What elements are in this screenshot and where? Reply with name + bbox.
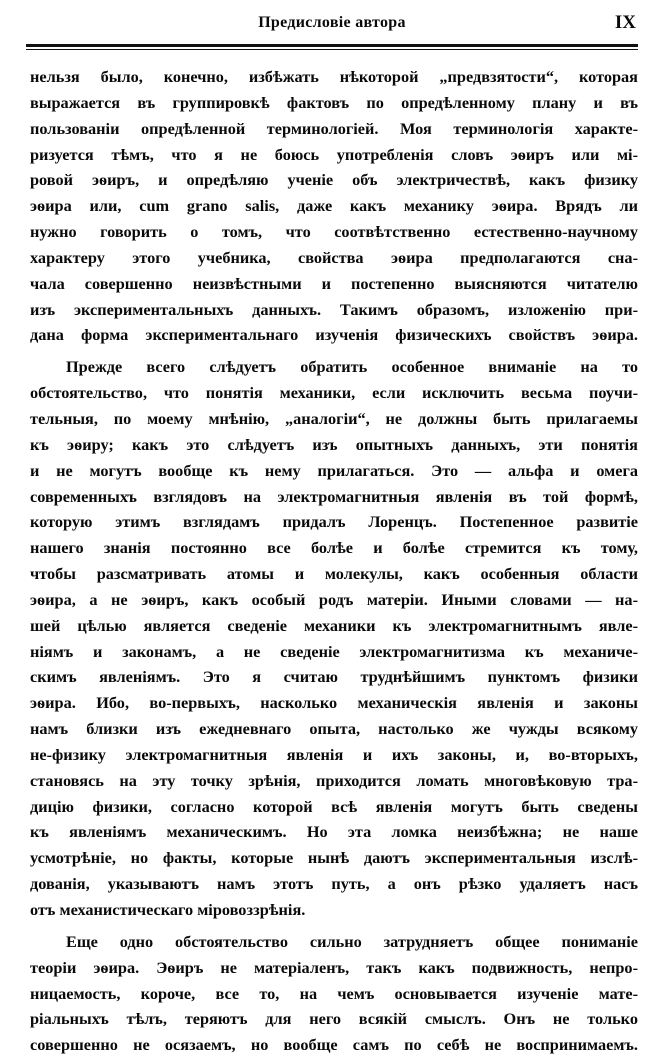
text-line: дана форма экспериментальнаго изученія физическихъ свойствъ эѳира. xyxy=(30,325,638,345)
body-text xyxy=(30,64,638,1058)
text-line: не-физику электромагнитныя явленія и ихъ законы, и, во-вторыхъ, xyxy=(30,744,638,764)
text-line: обстоятельство, что понятія механики, если исключить весьма поучи- xyxy=(30,383,638,403)
paragraph-2 xyxy=(30,354,638,923)
text-line: ризуется тѣмъ, что я не боюсь употребленія словъ эѳиръ или мі- xyxy=(30,144,638,164)
text-line: чтобы разсматривать атомы и молекулы, какъ особенныя области xyxy=(30,564,638,584)
text-line: Прежде всего слѣдуетъ обратить особенное вниманіе на то xyxy=(66,357,638,377)
text-line: нашего знанія постоянно все болѣе и болѣе стремится къ тому, xyxy=(30,538,638,558)
text-line: и не могутъ вообще къ нему прилагаться. Это — альфа и омега xyxy=(30,460,638,480)
text-line: дицію физики, согласно которой всѣ явленія могутъ быть сведены xyxy=(30,796,638,816)
text-line: къ эѳиру; какъ это слѣдуетъ изъ опытныхъ данныхъ, эти понятія xyxy=(30,434,638,454)
text-line: совершенно не осязаемъ, но вообще самъ по себѣ не воспринимаемъ. xyxy=(30,1035,638,1055)
text-line: ріальныхъ тѣлъ, теряютъ для него всякій смыслъ. Онъ не только xyxy=(30,1009,638,1029)
text-line: теоріи эѳира. Эѳиръ не матеріаленъ, такъ какъ подвижность, непро- xyxy=(30,957,638,977)
text-line: которую этимъ взглядамъ придалъ Лоренцъ. Постепенное развитіе xyxy=(30,512,638,532)
text-line: современныхъ взглядовъ на электромагнитныя явленія въ той формѣ, xyxy=(30,486,638,506)
text-line: нужно говорить о томъ, что соотвѣтственно естественно-научному xyxy=(30,222,638,242)
text-line: чала совершенно неизвѣстными и постепенно выясняются читателю xyxy=(30,273,638,293)
text-line: пользованіи опредѣленной терминологіей. Моя терминологія характе- xyxy=(30,118,638,138)
text-line: ровой эѳиръ, и опредѣляю ученіе объ электричествѣ, какъ физику xyxy=(30,170,638,190)
text-line: ніямъ и законамъ, а не сведеніе электромагнитизма къ механиче- xyxy=(30,641,638,661)
text-line: эѳира, а не эѳиръ, какъ особый родъ матеріи. Иными словами — на- xyxy=(30,589,638,609)
text-line: шей цѣлью является сведеніе механики къ электромагнитнымъ явле- xyxy=(30,615,638,635)
text-line: характеру этого учебника, свойства эѳира предполагаются сна- xyxy=(30,247,638,267)
text-line: скимъ явленіямъ. Это я считаю труднѣйшимъ пунктомъ физики xyxy=(30,667,638,687)
text-line: усмотрѣніе, но факты, которые нынѣ даютъ экспериментальныя изслѣ- xyxy=(30,848,638,868)
text-line: Еще одно обстоятельство сильно затрудняетъ общее пониманіе xyxy=(66,931,638,951)
text-line: ницаемость, короче, все то, на чемъ основывается изученіе мате- xyxy=(30,983,638,1003)
text-line: тельныя, по моему мнѣнію, „аналогіи“, не должны быть прилагаемы xyxy=(30,408,638,428)
text-line: къ явленіямъ механическимъ. Но эта ломка неизбѣжна; не наше xyxy=(30,822,638,842)
text-line: дованія, указываютъ намъ этотъ путь, а онъ рѣзко удаляетъ насъ xyxy=(30,874,638,894)
text-line: изъ экспериментальныхъ данныхъ. Такимъ образомъ, изложенію при- xyxy=(30,299,638,319)
text-line: намъ близки изъ ежедневнаго опыта, настолько же чужды всякому xyxy=(30,719,638,739)
paragraph-3 xyxy=(30,929,638,1058)
text-line: отъ механистическаго міровоззрѣнія. xyxy=(30,900,306,919)
page-number: IX xyxy=(614,12,636,33)
text-line: выражается въ группировкѣ фактовъ по опредѣленному плану и въ xyxy=(30,92,638,112)
page-header-title: Предисловіе автора xyxy=(258,14,406,31)
header-rule-thick xyxy=(26,44,638,47)
text-line: нельзя было, конечно, избѣжать нѣкоторой „предвзятости“, которая xyxy=(30,67,638,86)
text-line: эѳира. Ибо, во-первыхъ, насколько механическія явленія и законы xyxy=(30,693,638,713)
paragraph-1 xyxy=(30,64,638,348)
running-head xyxy=(26,14,638,42)
text-line: становясь на эту точку зрѣнія, приходится ломать многовѣковую тра- xyxy=(30,770,638,790)
text-line: эѳира или, cum grano salis, даже какъ механику эѳира. Врядъ ли xyxy=(30,196,638,216)
header-rule-thin xyxy=(26,49,638,50)
